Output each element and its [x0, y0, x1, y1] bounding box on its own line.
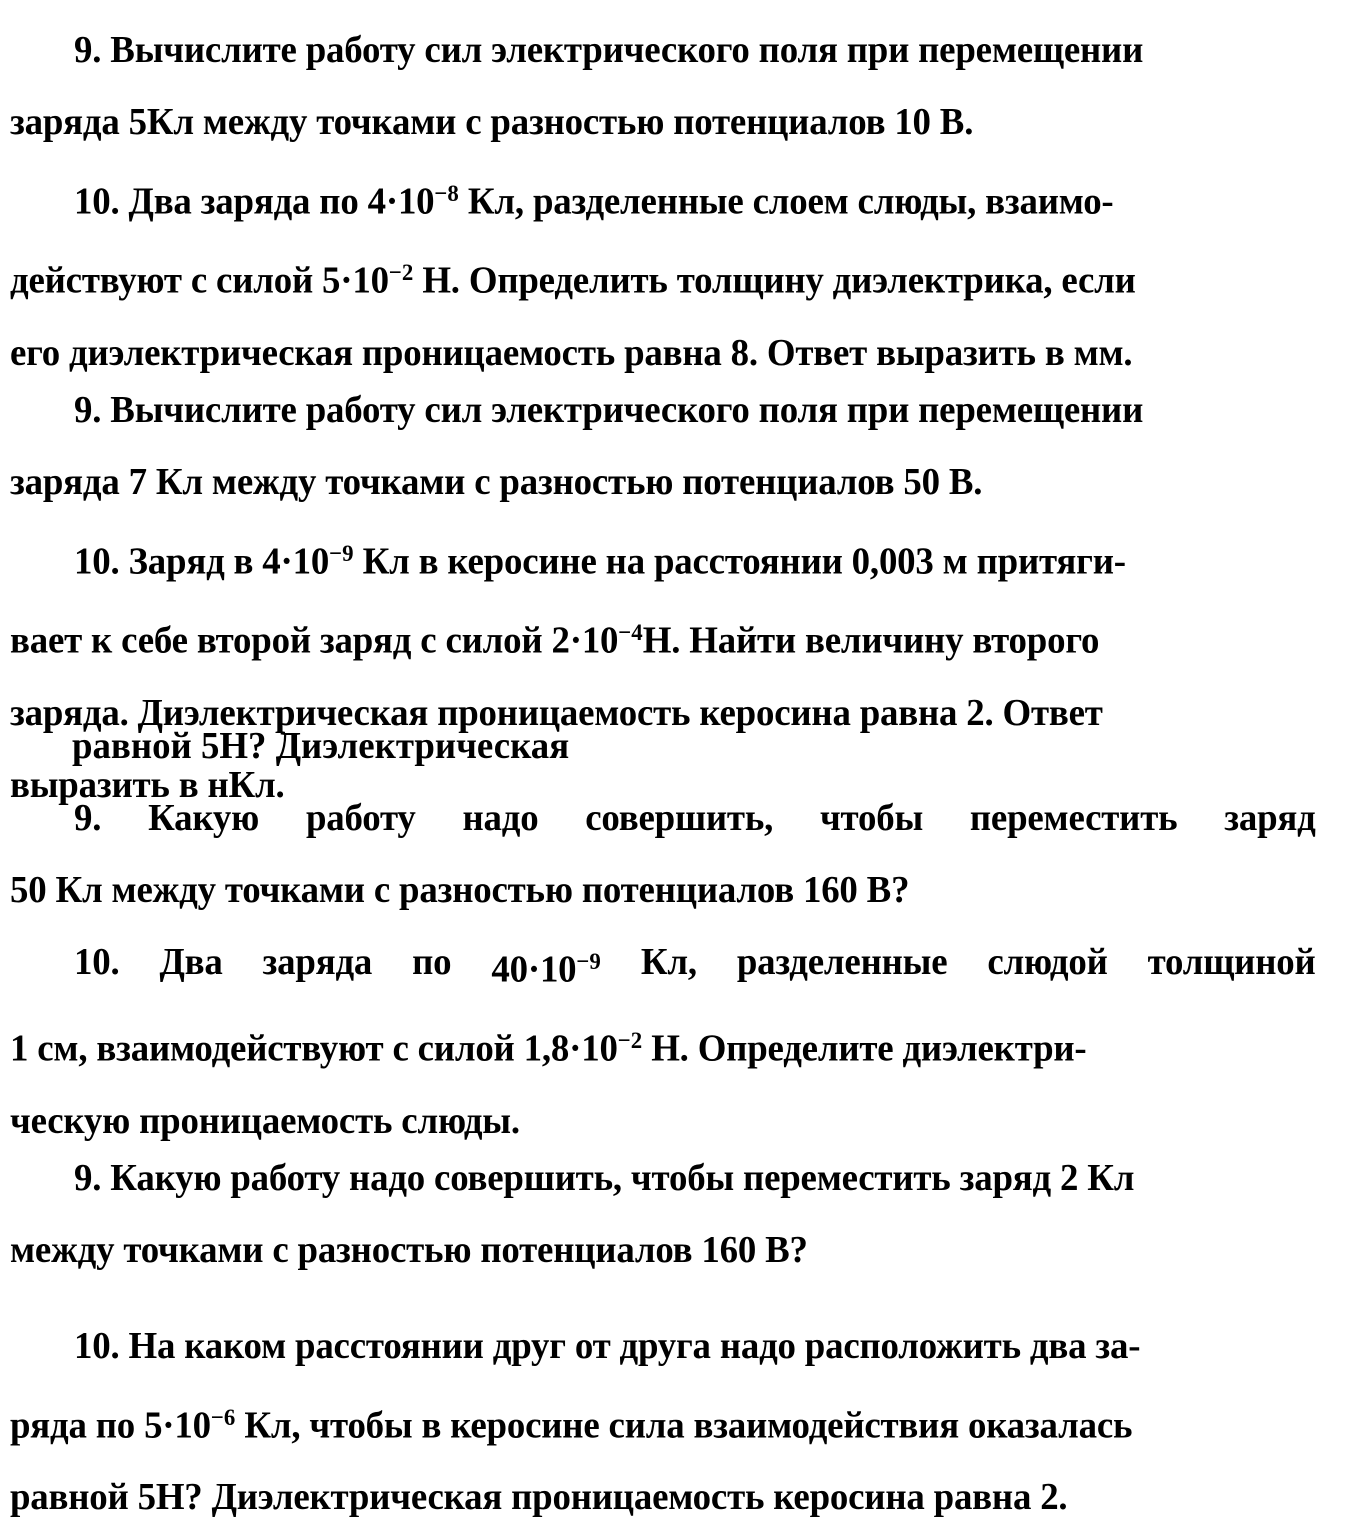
- power-exponent: −6: [210, 1405, 236, 1431]
- power-exponent: −2: [617, 1028, 643, 1055]
- problem-line: 9. Вычислите работу сил электрического поля при перемещении: [74, 389, 1144, 431]
- power-exponent: −9: [576, 949, 601, 975]
- word: заряд: [1224, 797, 1316, 839]
- power-base: 10: [581, 1027, 618, 1070]
- problem-item: [10, 374, 1316, 518]
- line-text: Кл в керосине на расстоянии 0,003 м притяги-: [353, 540, 1126, 583]
- problem-item: [10, 1310, 1316, 1533]
- word: Два: [159, 941, 223, 983]
- problem-line: 10. На каком расстоянии друг от друга надо расположить два за-: [74, 1325, 1141, 1367]
- line-text: действуют с силой 5: [10, 259, 341, 302]
- power-base: 10: [352, 259, 389, 302]
- word: надо: [462, 797, 539, 839]
- power-base: 10: [174, 1404, 211, 1447]
- power-exponent: −4: [618, 620, 643, 647]
- word: Кл,: [640, 941, 697, 983]
- problem-line: [10, 158, 1316, 237]
- problem-line: [10, 1005, 1316, 1084]
- word: совершить,: [585, 797, 774, 839]
- word: чтобы: [819, 797, 924, 839]
- problem-item: [10, 782, 1316, 926]
- problem-line: [10, 1382, 1316, 1461]
- problem-line: 50 Кл между точками с разностью потенциалов 160 В?: [10, 869, 910, 911]
- problem-line: [10, 597, 1316, 676]
- multiplication-dot: ·: [569, 619, 582, 662]
- line-text: Кл, чтобы в керосине сила взаимодействия оказалась: [235, 1404, 1133, 1447]
- problem-line: выразить в нКл.: [10, 763, 285, 806]
- problem-line: [10, 237, 1316, 316]
- power-group: [491, 926, 601, 1005]
- line-text: ряда по 5: [10, 1404, 163, 1447]
- line-text: Н. Определите диэлектри-: [642, 1027, 1087, 1070]
- scan-artifact-clipped-line: [72, 725, 570, 776]
- problem-line: равной 5Н? Диэлектрическая проницаемость керосина равна 2.: [10, 1476, 1068, 1519]
- power-exponent: −2: [388, 260, 414, 287]
- clipped-text-remnant: равной 5Н? Диэлектрическая: [72, 725, 570, 767]
- problem-line: 9. Вычислите работу сил электрического поля при перемещении: [74, 29, 1144, 71]
- multiplication-dot: ·: [569, 1027, 582, 1070]
- problem-item: [10, 158, 1316, 389]
- power-base: 10: [292, 540, 330, 583]
- multiplication-dot: ·: [340, 259, 353, 302]
- word: переместить: [969, 797, 1178, 839]
- line-text: вает к себе второй заряд с силой 2: [10, 619, 570, 662]
- problem-line: его диэлектрическая проницаемость равна 8. Ответ выразить в мм.: [10, 331, 1133, 374]
- line-text: 1 см, взаимодействуют с силой 1,8: [10, 1027, 570, 1070]
- word: Какую: [148, 797, 260, 839]
- line-text: 10. Заряд в 4: [74, 540, 281, 583]
- problem-line: [10, 926, 1316, 1005]
- problem-item: [10, 14, 1316, 158]
- word: работу: [305, 797, 416, 839]
- line-text: Н. Найти величину второго: [642, 619, 1100, 662]
- problem-line: [10, 782, 1316, 854]
- problem-line: 9. Какую работу надо совершить, чтобы переместить заряд 2 Кл: [74, 1157, 1135, 1199]
- power-base: 10: [539, 948, 577, 991]
- word: толщиной: [1147, 941, 1316, 983]
- line-text: Кл, разделенные слоем слюды, взаимо-: [458, 180, 1114, 223]
- word: заряда: [262, 941, 373, 983]
- problem-line: [10, 518, 1316, 597]
- problem-line: между точками с разностью потенциалов 160 В?: [10, 1229, 808, 1271]
- multiplication-dot: ·: [162, 1404, 175, 1447]
- problem-line: заряда. Диэлектрическая проницаемость керосина равна 2. Ответ: [10, 691, 1103, 734]
- problem-line: заряда 7 Кл между точками с разностью потенциалов 50 В.: [10, 461, 983, 503]
- power-coefficient: 40: [491, 948, 528, 991]
- multiplication-dot: ·: [280, 540, 293, 583]
- power-exponent: −9: [329, 541, 354, 567]
- multiplication-dot: ·: [527, 948, 540, 991]
- line-text: Н. Определить толщину диэлектрика, если: [413, 259, 1136, 302]
- word: разделенные: [736, 941, 948, 983]
- power-exponent: −8: [434, 181, 459, 207]
- word: 10.: [74, 941, 120, 983]
- problem-item: [10, 926, 1316, 1157]
- problem-item: [10, 1142, 1316, 1286]
- word: по: [412, 941, 452, 983]
- word: 9.: [74, 797, 102, 839]
- word: слюдой: [987, 941, 1108, 983]
- multiplication-dot: ·: [385, 180, 398, 223]
- problem-line: ческую проницаемость слюды.: [10, 1099, 520, 1142]
- problem-line: заряда 5Кл между точками с разностью потенциалов 10 В.: [10, 101, 974, 143]
- power-base: 10: [397, 180, 435, 223]
- line-text: 10. Два заряда по 4: [74, 180, 386, 223]
- power-base: 10: [581, 619, 619, 662]
